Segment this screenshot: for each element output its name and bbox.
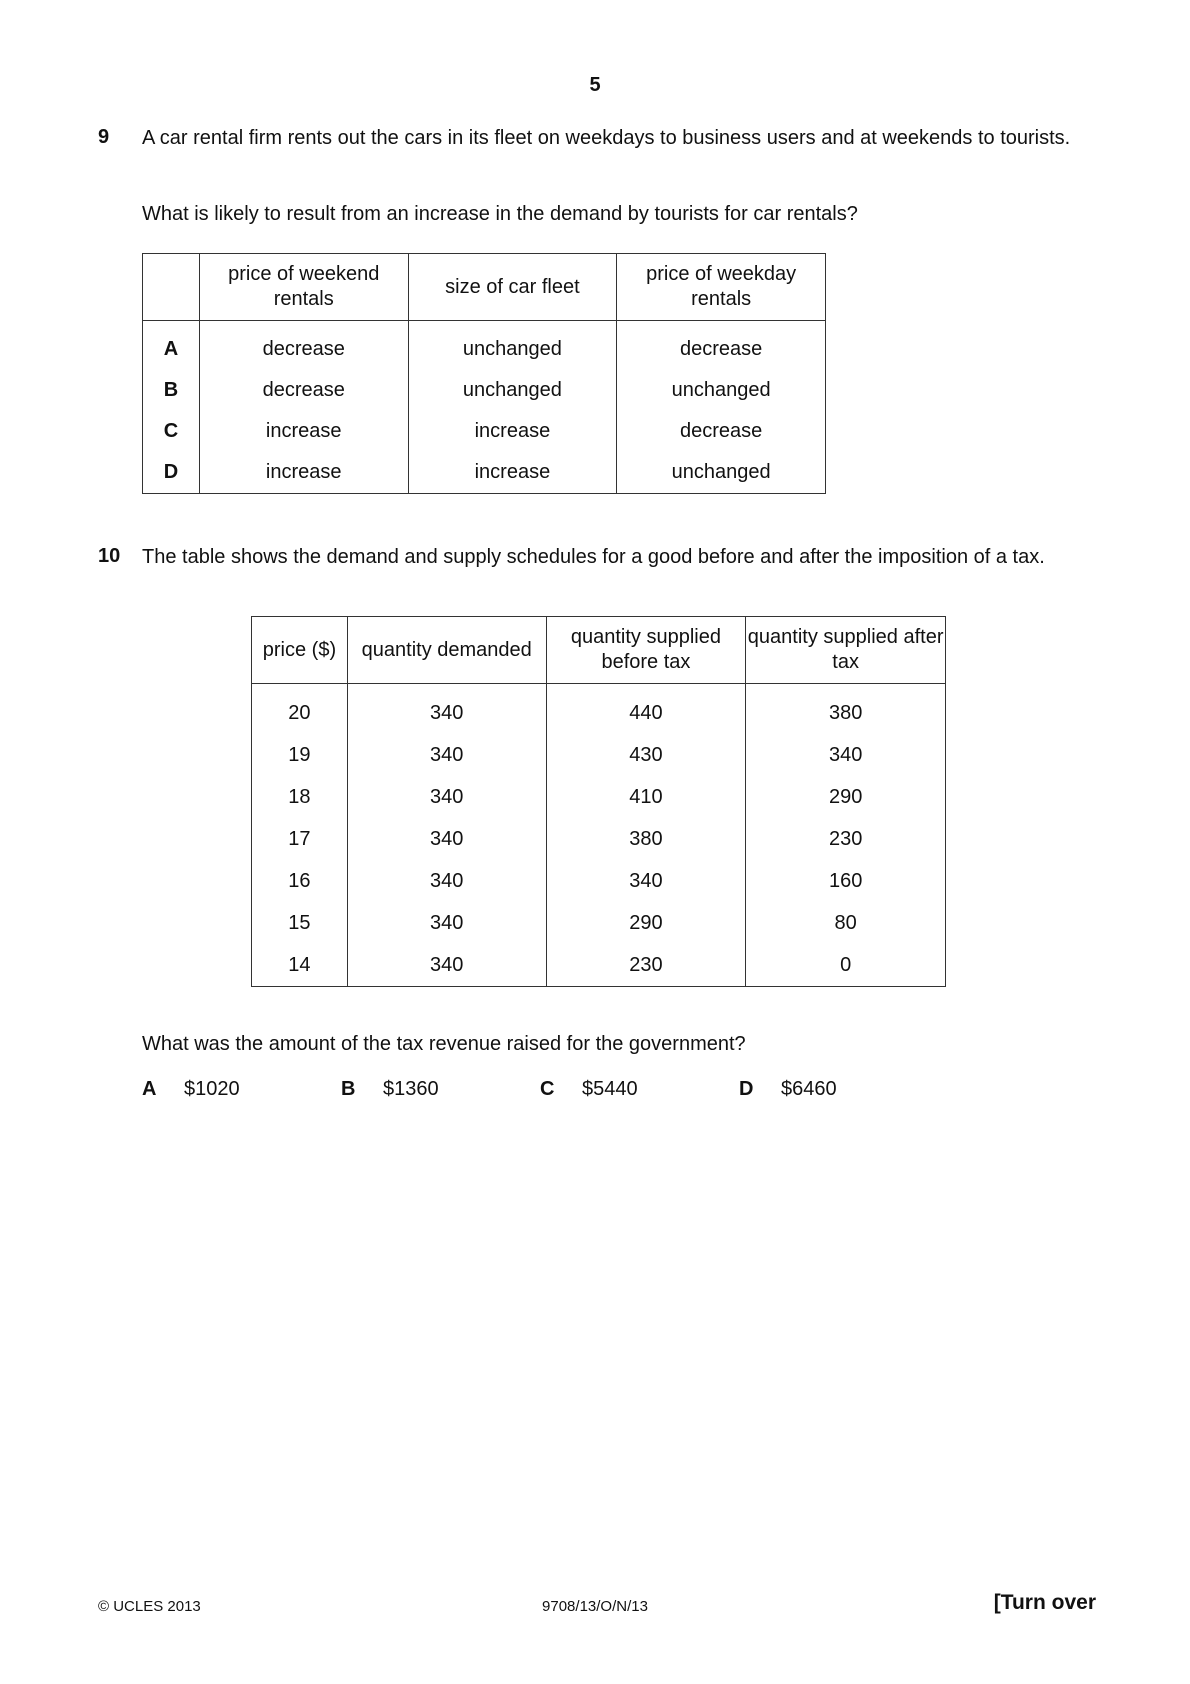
option-letter: B <box>341 1078 356 1100</box>
table-row <box>252 818 946 860</box>
table-cell: 230 <box>746 818 946 860</box>
table-cell: increase <box>199 411 408 452</box>
table-row <box>252 902 946 944</box>
table-cell: 340 <box>546 860 746 902</box>
table-cell: unchanged <box>617 452 826 494</box>
table-cell: 380 <box>746 684 946 735</box>
table-cell: 340 <box>347 684 546 735</box>
table-cell: 230 <box>546 944 746 987</box>
table-cell: 20 <box>252 684 348 735</box>
table-cell: unchanged <box>408 321 617 371</box>
table-header: size of car fleet <box>408 254 617 321</box>
option-d <box>739 1078 837 1101</box>
option-text: $5440 <box>582 1078 638 1100</box>
table-cell: 80 <box>746 902 946 944</box>
table-cell: increase <box>408 452 617 494</box>
table-header: price of weekend rentals <box>199 254 408 321</box>
table-cell: 0 <box>746 944 946 987</box>
option-letter: A <box>143 321 200 371</box>
table-header: price ($) <box>252 617 348 684</box>
table-cell: 340 <box>347 860 546 902</box>
table-cell: 160 <box>746 860 946 902</box>
table-cell: 340 <box>347 734 546 776</box>
option-b <box>341 1078 439 1101</box>
table-row <box>252 776 946 818</box>
option-letter: C <box>540 1078 555 1100</box>
question-10-table <box>251 616 946 987</box>
table-row <box>252 944 946 987</box>
question-9-prompt: What is likely to result from an increase in the demand by tourists for car rentals? <box>142 203 858 225</box>
question-9-stem: A car rental firm rents out the cars in its fleet on weekdays to business users and at weekends to tourists. <box>142 127 1071 149</box>
option-letter: D <box>143 452 200 494</box>
footer-turn-over: [Turn over <box>993 1591 1096 1614</box>
table-header: price of weekday rentals <box>617 254 826 321</box>
table-cell: 340 <box>347 944 546 987</box>
table-cell: 17 <box>252 818 348 860</box>
question-10-stem: The table shows the demand and supply schedules for a good before and after the imposition of a tax. <box>142 546 1045 568</box>
question-9-table <box>142 253 826 494</box>
table-cell: 290 <box>546 902 746 944</box>
table-cell: 14 <box>252 944 348 987</box>
table-row <box>143 411 826 452</box>
table-cell: increase <box>408 411 617 452</box>
table-cell: increase <box>199 452 408 494</box>
table-header: quantity demanded <box>347 617 546 684</box>
table-row <box>252 684 946 735</box>
question-10-prompt: What was the amount of the tax revenue raised for the government? <box>142 1033 746 1055</box>
option-letter: D <box>739 1078 754 1100</box>
table-cell: 340 <box>746 734 946 776</box>
table-row <box>143 370 826 411</box>
footer-paper-code: 9708/13/O/N/13 <box>542 1598 648 1615</box>
table-cell: decrease <box>617 411 826 452</box>
page-number: 5 <box>589 74 601 96</box>
table-row <box>143 452 826 494</box>
option-text: $1360 <box>383 1078 439 1100</box>
option-letter: C <box>143 411 200 452</box>
footer-copyright: © UCLES 2013 <box>98 1598 201 1615</box>
table-cell: unchanged <box>617 370 826 411</box>
option-letter: A <box>142 1078 157 1100</box>
table-cell: 340 <box>347 818 546 860</box>
table-cell: 340 <box>347 902 546 944</box>
table-cell: unchanged <box>408 370 617 411</box>
table-cell: 410 <box>546 776 746 818</box>
table-cell: 340 <box>347 776 546 818</box>
table-row <box>252 860 946 902</box>
table-header: quantity supplied after tax <box>746 617 946 684</box>
question-number-10: 10 <box>98 545 121 567</box>
table-cell: 440 <box>546 684 746 735</box>
option-a <box>142 1078 240 1101</box>
table-cell: decrease <box>199 321 408 371</box>
table-cell: 18 <box>252 776 348 818</box>
table-cell: 19 <box>252 734 348 776</box>
table-cell: 380 <box>546 818 746 860</box>
option-text: $1020 <box>184 1078 240 1100</box>
question-number-9: 9 <box>98 126 110 148</box>
table-cell: decrease <box>199 370 408 411</box>
table-cell: decrease <box>617 321 826 371</box>
table-cell: 15 <box>252 902 348 944</box>
option-text: $6460 <box>781 1078 837 1100</box>
table-cell: 16 <box>252 860 348 902</box>
table-header: quantity supplied before tax <box>546 617 746 684</box>
option-letter: B <box>143 370 200 411</box>
option-c <box>540 1078 638 1101</box>
table-cell: 290 <box>746 776 946 818</box>
table-row <box>252 734 946 776</box>
table-header-blank <box>143 254 200 321</box>
table-row <box>143 321 826 371</box>
table-cell: 430 <box>546 734 746 776</box>
